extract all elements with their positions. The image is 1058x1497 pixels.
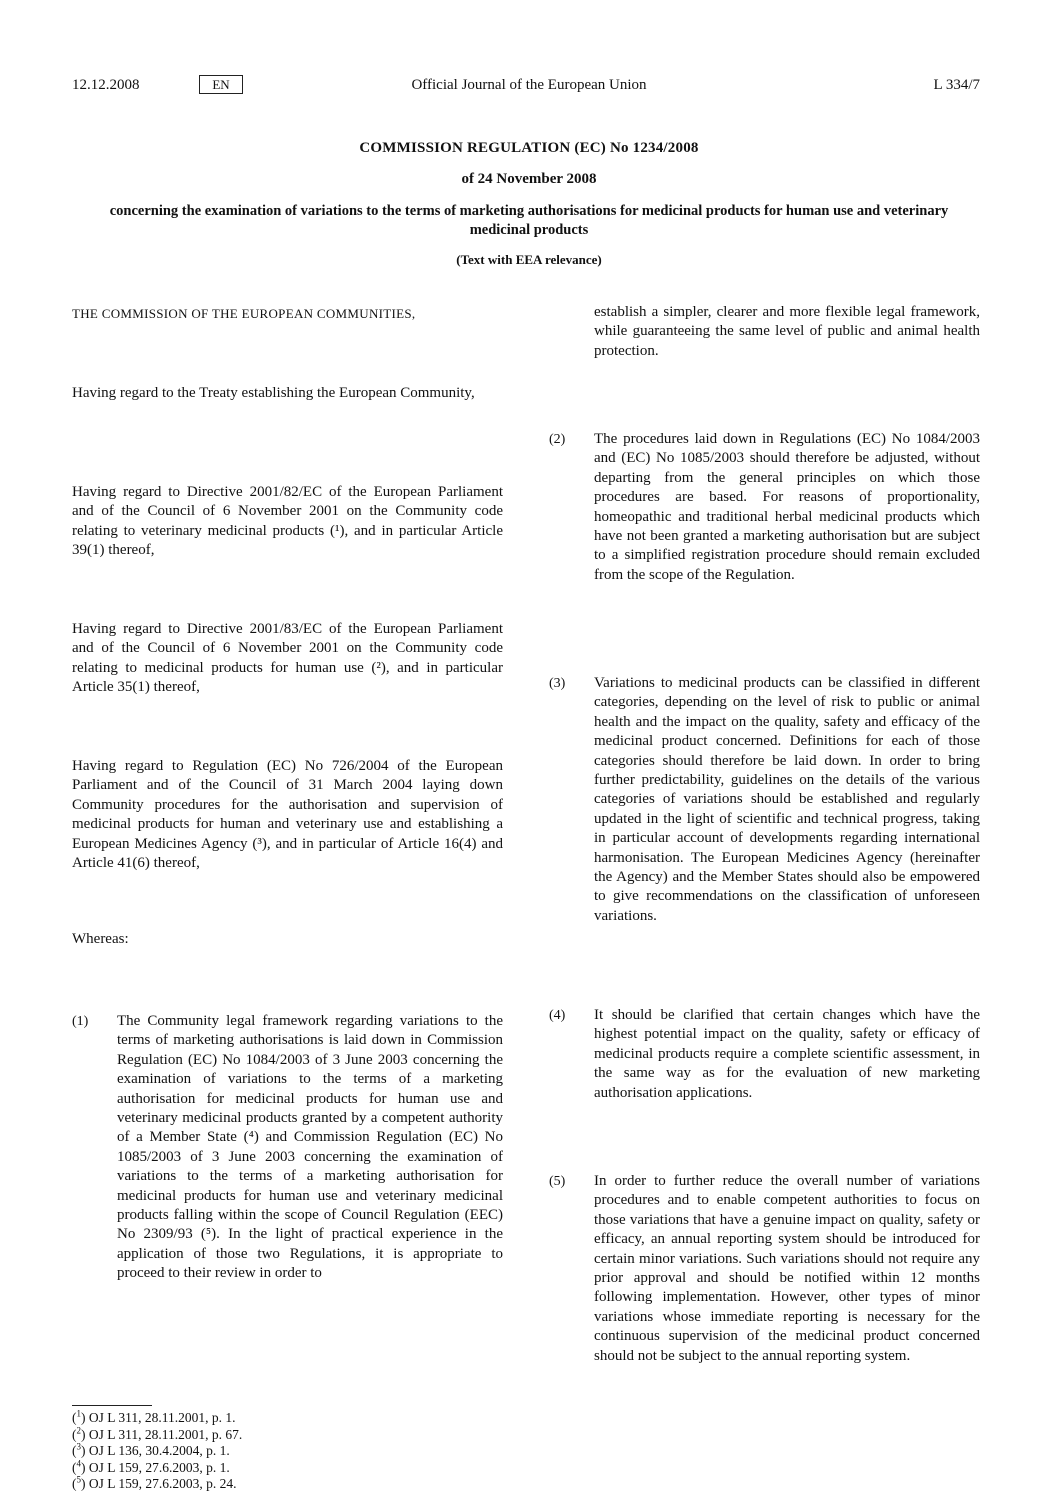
recital-number: (4) xyxy=(549,1008,566,1023)
footnote: ($^1$) OJ L 311, 28.11.2001, p. 1. xyxy=(72,1408,236,1425)
recital-1: The Community legal framework regarding variations to the terms of marketing authorisations is laid down in Commission Regulation (EC) No 1084/2003 of 3 June 2003 concerning the examination of variations to the terms of a marketing authorisation for medicinal products for human use and veterinary medicinal products granted by a competent authority of a Member State (⁴) and Commission Regulation (EC) No 1085/2003 of 3 June 2003 concerning the examination of variations to the terms of a marketing authorisation for medicinal products for human use and veterinary medicinal products falling within the scope of Council Regulation (EEC) No 2309/93 (⁵). In the light of practical experience in the application of those two Regulations, it is appropriate to proceed to their review in order to xyxy=(117,1013,503,1282)
citation-treaty: Having regard to the Treaty establishing the European Community, xyxy=(72,385,475,401)
recital-3: Variations to medicinal products can be classified in different categories, depending on the level of risk to public or animal health and the impact on the quality, safety and efficacy of the medicinal product concerned. Definitions for each of those categories should therefore be laid down. In order to bring further predictability, guidelines on the details of the various categories of variations should be established and regularly updated in the light of scientific and technical progress, taking in particular account of developments regarding international harmonisation. The European Medicines Agency (hereinafter the Agency) and the Member States should also be empowered to give recommendations on the classification of unforeseen variations. xyxy=(594,675,980,924)
regulation-title: COMMISSION REGULATION (EC) No 1234/2008 xyxy=(359,140,699,156)
footnotes xyxy=(72,1410,242,1493)
recital-number: (1) xyxy=(72,1014,89,1029)
citation-regulation-726: Having regard to Regulation (EC) No 726/2004 of the European Parliament and of the Council of 31 March 2004 laying down Community procedures for the authorisation and supervision of medicinal products for human and veterinary use and establishing a European Medicines Agency (³), and in particular of Article 16(4) and Article 41(6) thereof, xyxy=(72,758,503,872)
eea-relevance: (Text with EEA relevance) xyxy=(456,252,602,267)
footnote-divider xyxy=(72,1405,152,1406)
whereas-label: Whereas: xyxy=(72,931,129,947)
journal-title: Official Journal of the European Union xyxy=(411,77,647,93)
header-date: 12.12.2008 xyxy=(72,77,140,93)
footnote: ($^5$) OJ L 159, 27.6.2003, p. 24. xyxy=(72,1474,237,1491)
recital-number: (2) xyxy=(549,432,566,447)
recital-number: (3) xyxy=(549,676,566,691)
footnote: ($^4$) OJ L 159, 27.6.2003, p. 1. xyxy=(72,1458,230,1475)
recital-1-continued: establish a simpler, clearer and more flexible legal framework, while guaranteeing the same level of public and animal health protection. xyxy=(594,304,980,359)
regulation-subject: concerning the examination of variations to the terms of marketing authorisations for medicinal products for human use and veterinary medicinal products xyxy=(109,203,949,238)
page-number: L 334/7 xyxy=(933,77,980,93)
commission-heading: THE COMMISSION OF THE EUROPEAN COMMUNITIES, xyxy=(72,306,416,321)
recital-2: The procedures laid down in Regulations (EC) No 1084/2003 and (EC) No 1085/2003 should therefore be adjusted, without departing from the general principles on which those procedures are based. For reasons of proportionality, homeopathic and traditional herbal medicinal products which have not been granted a marketing authorisation but are subject to a simplified registration procedure should remain excluded from the scope of the Regulation. xyxy=(594,431,980,583)
regulation-date: of 24 November 2008 xyxy=(461,171,597,187)
recital-number: (5) xyxy=(549,1174,566,1189)
recital-4: It should be clarified that certain changes which have the highest potential impact on the quality, safety or efficacy of medicinal products require a complete scientific assessment, in the same way as for the evaluation of new marketing authorisation applications. xyxy=(594,1007,980,1101)
citation-directive-82: Having regard to Directive 2001/82/EC of the European Parliament and of the Council of 6 November 2001 on the Community code relating to veterinary medicinal products (¹), and in particular Article 39(1) thereof, xyxy=(72,484,503,559)
footnote: ($^2$) OJ L 311, 28.11.2001, p. 67. xyxy=(72,1425,243,1442)
citation-directive-83: Having regard to Directive 2001/83/EC of the European Parliament and of the Council of 6 November 2001 on the Community code relating to medicinal products for human use (²), and in particular Article 35(1) thereof, xyxy=(72,621,503,696)
recital-5: In order to further reduce the overall number of variations procedures and to enable competent authorities to focus on those variations that have a genuine impact on quality, safety or efficacy, an annual reporting system should be introduced for certain minor variations. Such variations should not require any prior approval and should be notified within 12 months following implementation. However, other types of minor variations whose immediate reporting is necessary for the continuous supervision of the medicinal product concerned should not be subject to the annual reporting system. xyxy=(594,1173,980,1364)
language-badge: EN xyxy=(199,75,243,94)
footnote: ($^3$) OJ L 136, 30.4.2004, p. 1. xyxy=(72,1441,230,1458)
